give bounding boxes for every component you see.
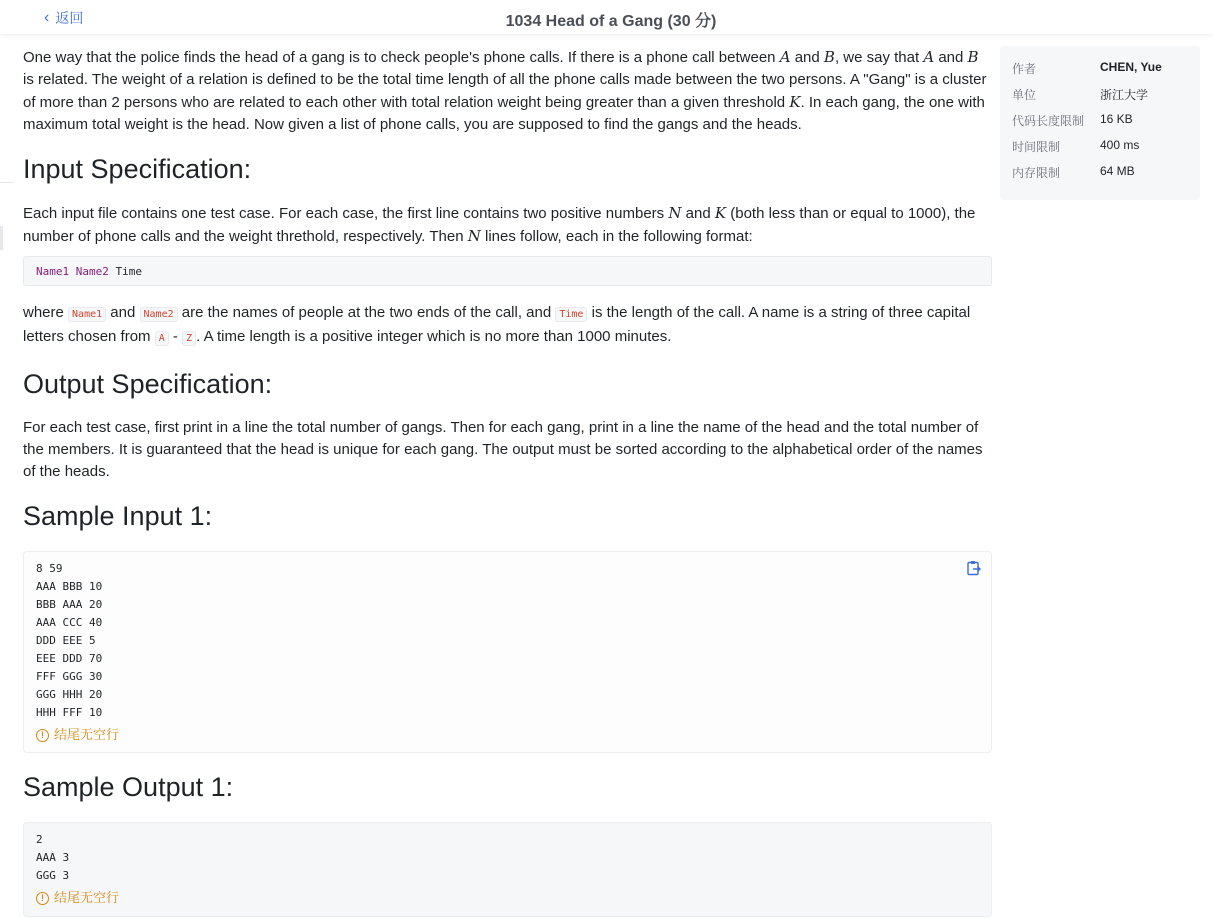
clipboard-copy-icon[interactable]: [967, 560, 981, 576]
problem-description: One way that the police finds the head of a gang is to check people's phone calls. If there is a phone call between A and B, we say that A and B is related. The weight of a relation is defined to be the total time length of all the phone calls made between the two persons. A "Gang" is a cluster of more than 2 persons who are related to each other with total relation weight being greater than a given threshold K. In each gang, the one with maximum total weight is the head. Now given a list of phone calls, you are supposed to find the gangs and the heads.: [23, 48, 987, 133]
info-author: 作者 CHEN, Yue: [1012, 60, 1162, 76]
sample-output-block: [23, 822, 992, 917]
sample-output-text: 2 AAA 3 GGG 3: [36, 833, 70, 882]
input-spec-text: Each input file contains one test case. For each case, the first line contains two positive numbers N and K (both less than or equal to 1000), the number of phone calls and the weight threthold, respectively. Then N lines follow, each in the following format:: [23, 204, 976, 245]
inline-code: A: [155, 331, 169, 346]
no-trailing-newline-note: ! 结尾无空行: [36, 726, 979, 744]
sample-input-block: [23, 551, 992, 753]
exclamation-circle-icon: !: [36, 892, 49, 905]
format-code-block: Name1 Name2 Time: [23, 256, 992, 286]
problem-info-panel: [1000, 46, 1200, 200]
inline-code: Name2: [140, 307, 178, 322]
sample-output-heading: Sample Output 1:: [23, 772, 234, 802]
info-code-limit: 代码长度限制 16 KB: [1012, 112, 1133, 128]
input-spec-detail: where Name1 and Name2 are the names of people at the two ends of the call, and Time is the length of the call. A name is a string of three capital letters chosen from A - Z . A time length is a positive integer which is no more than 1000 minutes.: [23, 304, 971, 345]
left-divider: [0, 182, 14, 183]
sample-input-heading: Sample Input 1:: [23, 501, 213, 531]
page-title: 1034 Head of a Gang (30 分): [505, 13, 717, 30]
inline-code: Name1: [68, 307, 106, 322]
top-bar: [0, 0, 1213, 34]
info-time-limit: 时间限制 400 ms: [1012, 138, 1140, 154]
output-spec-heading: Output Specification:: [23, 369, 273, 399]
problem-content: [23, 46, 992, 917]
inline-code: Time: [555, 307, 587, 322]
info-unit: 单位 浙江大学: [1012, 88, 1149, 102]
no-trailing-newline-note: ! 结尾无空行: [36, 889, 979, 907]
back-label: 返回: [55, 10, 84, 26]
left-scroll-marker: [0, 226, 3, 250]
info-memory-limit: 内存限制 64 MB: [1012, 164, 1135, 180]
inline-code: Z: [182, 331, 196, 346]
exclamation-circle-icon: !: [36, 729, 49, 742]
chevron-left-icon: ‹: [44, 9, 50, 26]
input-spec-heading: Input Specification:: [23, 154, 252, 184]
sample-input-text: 8 59 AAA BBB 10 BBB AAA 20 AAA CCC 40 DDD EEE 5 EEE DDD 70 FFF GGG 30 GGG HHH 20 HHH FFF 10: [36, 562, 103, 719]
output-spec-text: For each test case, first print in a line the total number of gangs. Then for each gang, print in a line the name of the head and the total number of the members. It is guaranteed that the head is unique for each gang. The output must be sorted according to the alphabetical order of the names of the heads.: [23, 419, 983, 480]
